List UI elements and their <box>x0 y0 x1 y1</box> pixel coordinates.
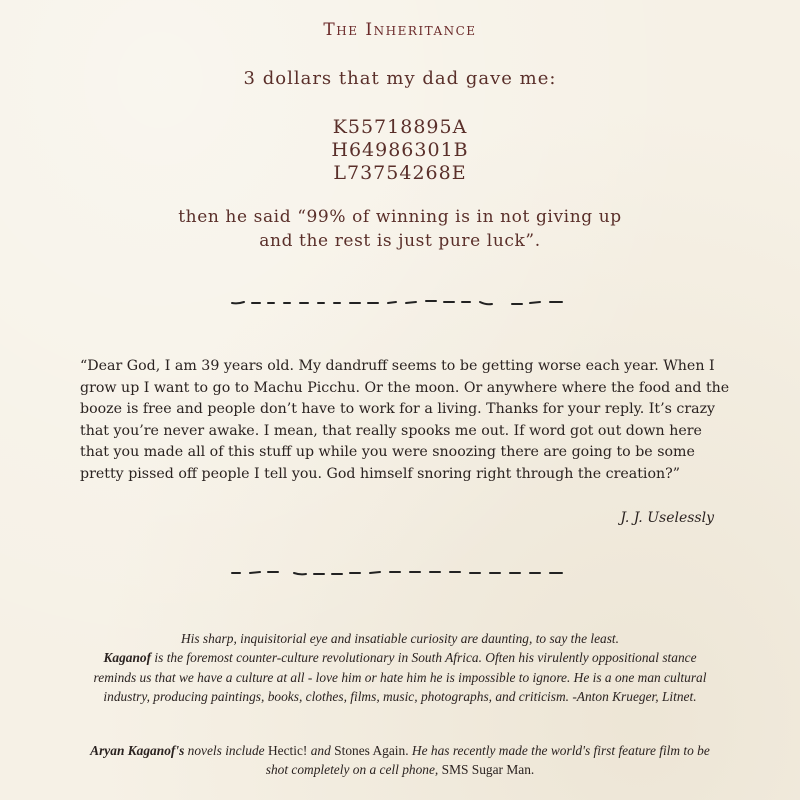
serial-number: K55718895A <box>332 116 468 138</box>
page-title: The Inheritance <box>323 20 477 40</box>
dad-saying <box>0 205 800 253</box>
author-possessive: Aryan Kaganof's <box>90 743 185 758</box>
letter-signature: J. J. Uselessly <box>620 510 714 526</box>
review-line-1: His sharp, inquisitorial eye and insatiable curiosity are daunting, to say the least. <box>180 631 620 646</box>
author-bio <box>90 741 710 780</box>
dashed-divider-bottom <box>230 566 570 580</box>
bio-text: He has recently made the world's first feature film to be shot completely on a cell phone, <box>265 743 710 778</box>
author-name: Kaganof <box>103 650 152 666</box>
film-title: SMS Sugar Man. <box>441 762 535 778</box>
serial-number: L73754268E <box>333 162 467 184</box>
bio-text: novels include <box>184 743 268 758</box>
bio-text: and <box>307 743 335 758</box>
saying-line-1: then he said “99% of winning is in not giving up <box>178 207 622 227</box>
subtitle: 3 dollars that my dad gave me: <box>243 68 557 89</box>
serial-numbers <box>0 116 800 185</box>
review-body: is the foremost counter-culture revolutionary in South Africa. Often his virulently oppositional stance reminds us that we have a culture at all - love him or hate him he is impossible to ignore. He is a one man cultural industry, producing paintings, books, clothes, films, music, photographs, and criticism. -Anton Krueger, Litnet. <box>93 650 707 705</box>
book-title: Stones Again. <box>334 743 409 758</box>
letter-to-god: “Dear God, I am 39 years old. My dandruff seems to be getting worse each year. When I grow up I want to go to Machu Picchu. Or the moon. Or anywhere where the food and the booze is free and people don’t have to work for a living. Thanks for your reply. It’s crazy that you’re never awake. I mean, that really spooks me out. If word got out down here that you made all of this stuff up while you were snoozing there are going to be some pretty pissed off people I tell you. God himself snoring right through the creation?” <box>80 358 730 482</box>
book-title: Hectic! <box>267 743 308 758</box>
saying-line-2: and the rest is just pure luck”. <box>259 231 541 251</box>
serial-number: H64986301B <box>331 139 469 161</box>
dashed-divider-top <box>230 296 570 310</box>
review-quote <box>90 629 710 707</box>
